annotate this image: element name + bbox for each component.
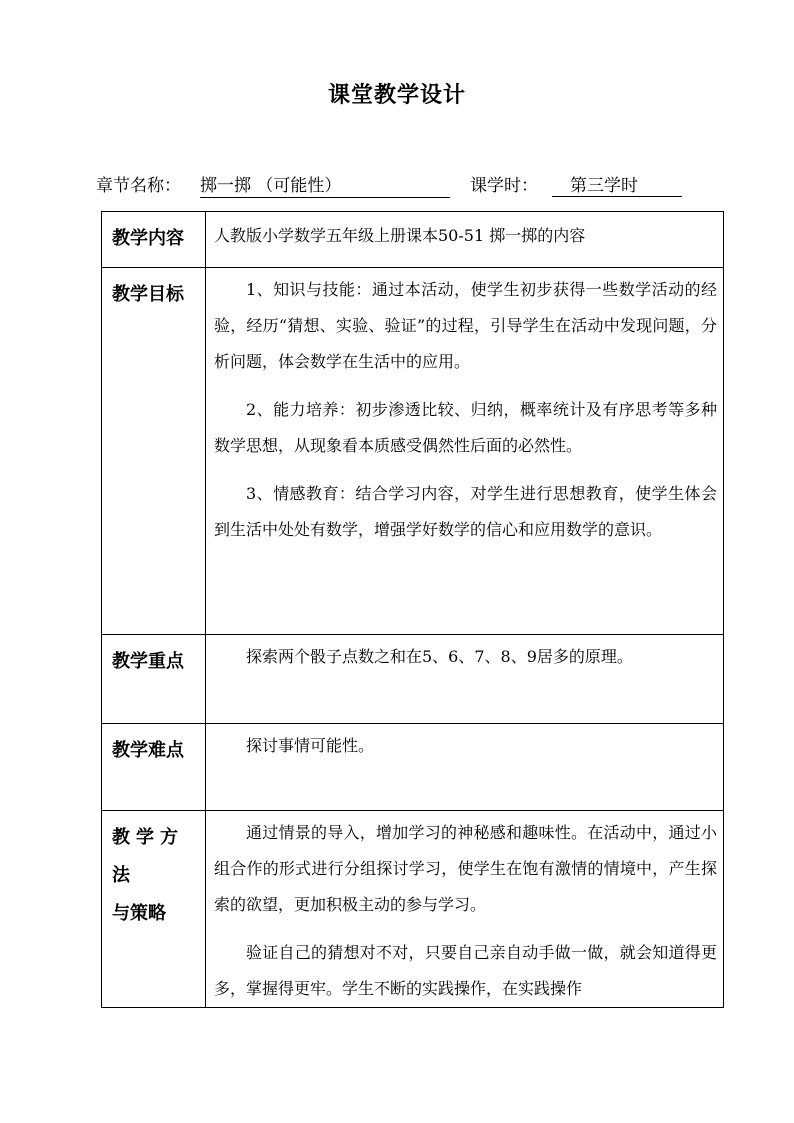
methods-header-line2: 与策略	[112, 903, 166, 924]
objective-emotion: 3、情感教育：结合学习内容，对学生进行思想教育，使学生体会到生活中处处有数学，增强学好数学的信心和应用数学的意识。	[214, 484, 717, 539]
row-body-content	[206, 212, 724, 268]
key-point-text: 探索两个骰子点数之和在5、6、7、8、9居多的原理。	[246, 647, 633, 666]
methods-header-line1: 教学方法	[112, 827, 184, 886]
row-header-key-points: 教学重点	[102, 635, 206, 724]
table-row-methods	[102, 811, 724, 1008]
objective-ability: 2、能力培养：初步渗透比较、归纳，概率统计及有序思考等多种数学思想，从现象看本质感受偶然性后面的必然性。	[214, 400, 717, 455]
difficulty-text: 探讨事情可能性。	[246, 736, 375, 755]
chapter-value: 掷一掷 （可能性）	[200, 173, 450, 198]
lesson-plan-table	[101, 211, 724, 1008]
chapter-label: 章节名称：	[96, 176, 181, 196]
page-title: 课堂教学设计	[327, 82, 466, 108]
row-header-objectives: 教学目标	[102, 268, 206, 635]
period-label: 课学时：	[470, 176, 538, 196]
table-row-content	[102, 212, 724, 268]
table-row-objectives	[102, 268, 724, 635]
row-header-content: 教学内容	[102, 212, 206, 268]
content-text: 人教版小学数学五年级上册课本50-51 掷一掷的内容	[214, 226, 586, 245]
row-body-methods	[206, 811, 724, 1008]
table-row-key-points	[102, 635, 724, 724]
header-meta	[96, 173, 716, 199]
row-body-objectives	[206, 268, 724, 635]
table-row-difficulties	[102, 724, 724, 811]
method-paragraph: 验证自己的猜想对不对，只要自己亲自动手做一做，就会知道得更多，掌握得更牢。学生不断的实践操作，在实践操作	[214, 943, 717, 998]
method-paragraph: 通过情景的导入，增加学习的神秘感和趣味性。在活动中，通过小组合作的形式进行分组探讨学习，使学生在饱有激情的情境中，产生探索的欲望，更加积极主动的参与学习。	[214, 823, 717, 914]
row-body-key-points	[206, 635, 724, 724]
period-value: 第三学时	[552, 173, 682, 197]
row-body-difficulties	[206, 724, 724, 811]
row-header-difficulties: 教学难点	[102, 724, 206, 811]
row-header-methods	[102, 811, 206, 1008]
objective-knowledge: 1、知识与技能：通过本活动，使学生初步获得一些数学活动的经验，经历“猜想、实验、验证”的过程，引导学生在活动中发现问题，分析问题，体会数学在生活中的应用。	[214, 280, 717, 371]
